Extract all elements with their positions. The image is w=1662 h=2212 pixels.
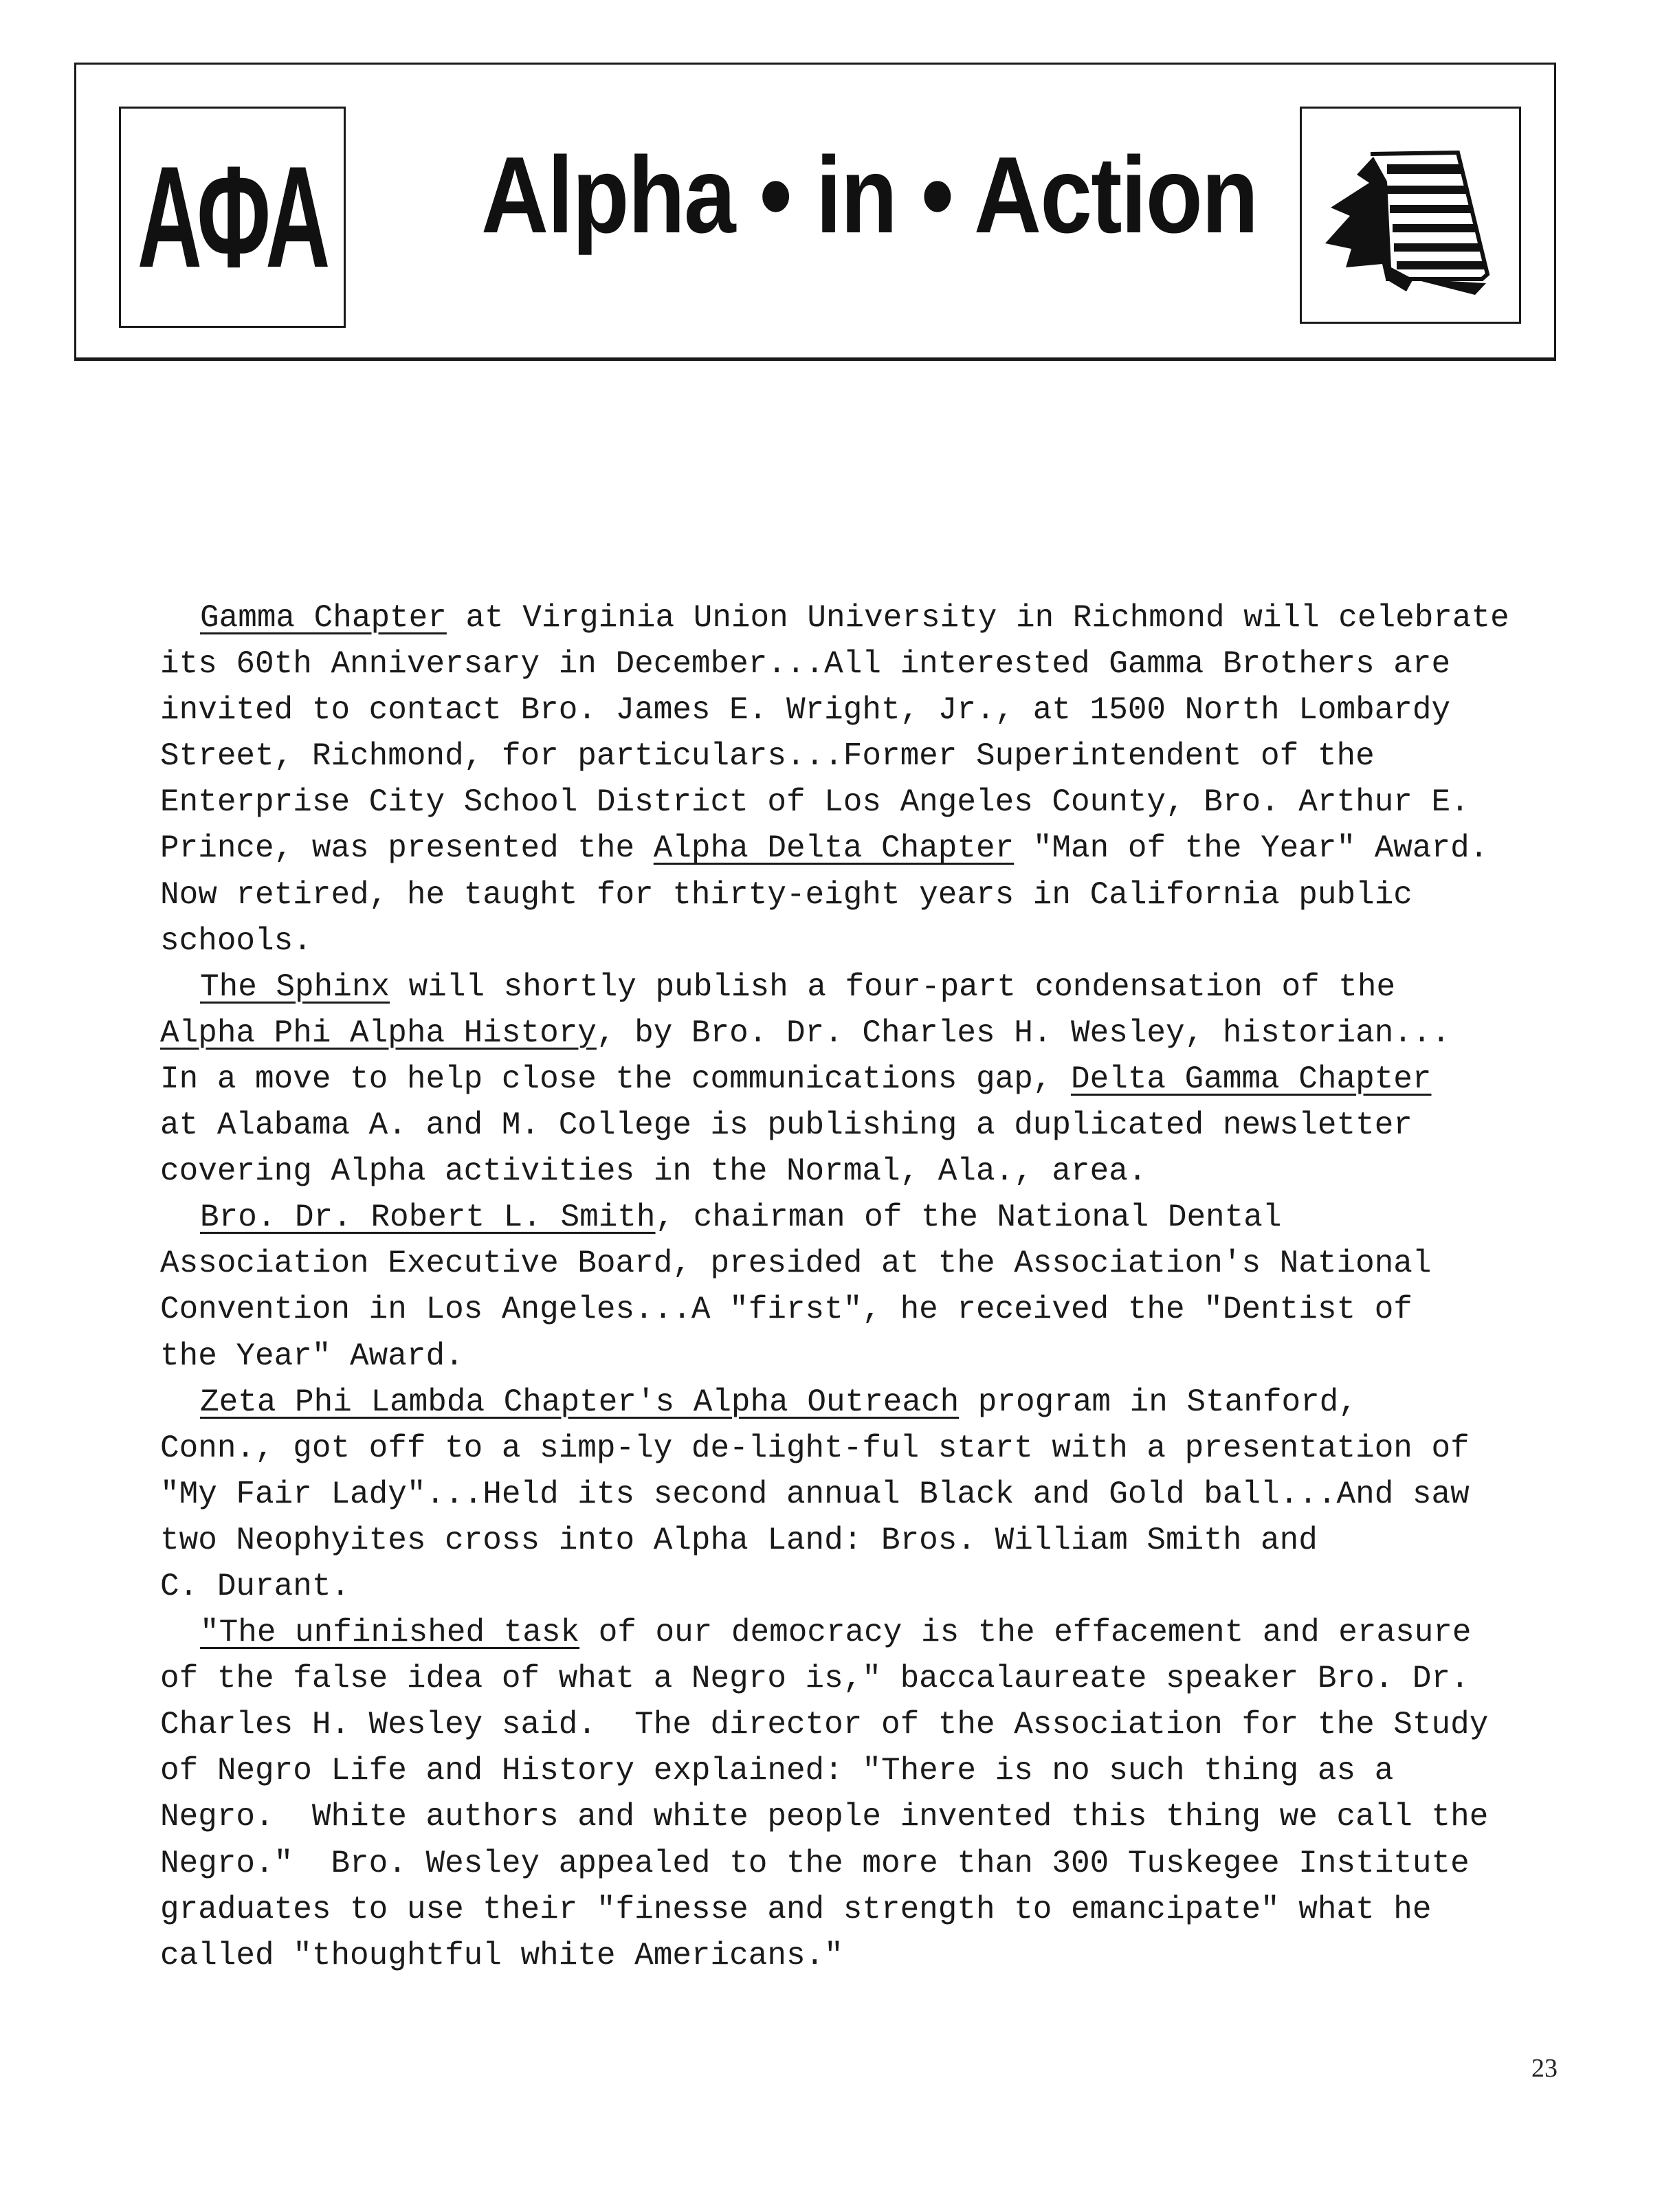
text-line <box>160 872 1535 918</box>
sphinx-head-icon <box>1310 126 1516 312</box>
text-line <box>160 687 1535 733</box>
text-run: of Negro Life and History explained: "There is no such thing as a <box>160 1753 1394 1789</box>
text-run: graduates to use their "finesse and strength to emancipate" what he <box>160 1891 1432 1927</box>
sphinx-logo-box <box>1300 107 1521 324</box>
text-run: , by Bro. Dr. Charles H. Wesley, historian... <box>596 1015 1451 1051</box>
underlined-name: Zeta Phi Lambda Chapter's Alpha Outreach <box>200 1384 960 1420</box>
text-line <box>160 1933 1535 1979</box>
text-line <box>160 918 1535 964</box>
greek-letters-logo: ΑΦΑ <box>137 136 328 298</box>
text-line <box>160 1610 1535 1656</box>
text-run: program in Stanford, <box>959 1384 1358 1420</box>
text-run: Association Executive Board, presided at the Association's National <box>160 1246 1432 1282</box>
text-line <box>160 1887 1535 1933</box>
text-run: Charles H. Wesley said. The director of the Association for the Study <box>160 1707 1489 1743</box>
underlined-name: Alpha Delta Chapter <box>653 830 1015 867</box>
page-number: 23 <box>1531 2054 1558 2083</box>
text-run: C. Durant. <box>160 1568 351 1604</box>
text-run: Conn., got off to a simp-ly de-light-ful start with a presentation of <box>160 1430 1470 1466</box>
text-run: at Virginia Union University in Richmond will celebrate <box>446 600 1509 636</box>
text-line <box>160 964 1535 1010</box>
underlined-name: Delta Gamma Chapter <box>1071 1061 1432 1097</box>
underlined-name: Alpha Phi Alpha History <box>160 1015 597 1051</box>
text-run: schools. <box>160 922 312 959</box>
text-run: its 60th Anniversary in December...All interested Gamma Brothers are <box>160 646 1451 683</box>
text-line <box>160 1103 1535 1149</box>
text-line <box>160 1010 1535 1057</box>
text-line <box>160 779 1535 826</box>
underlined-name: The Sphinx <box>200 969 390 1005</box>
greek-letters-box <box>119 107 346 328</box>
text-line <box>160 1794 1535 1840</box>
text-line <box>160 1241 1535 1287</box>
text-run: at Alabama A. and M. College is publishing a duplicated newsletter <box>160 1107 1412 1144</box>
text-run: of the false idea of what a Negro is," baccalaureate speaker Bro. Dr. <box>160 1661 1470 1697</box>
text-run: of our democracy is the effacement and erasure <box>579 1615 1472 1651</box>
text-line <box>160 826 1535 872</box>
text-run: Convention in Los Angeles...A "first", he received the "Dentist of <box>160 1292 1412 1328</box>
underlined-name: Gamma Chapter <box>200 600 447 636</box>
text-line <box>160 1656 1535 1702</box>
text-line <box>160 1564 1535 1610</box>
page-title: Alpha • in • Action <box>481 135 1258 256</box>
text-run: Street, Richmond, for particulars...Former Superintendent of the <box>160 738 1375 775</box>
text-line <box>160 1472 1535 1518</box>
text-line <box>160 1841 1535 1887</box>
text-run: "Man of the Year" Award. <box>1014 830 1489 867</box>
text-run: "My Fair Lady"...Held its second annual Black and Gold ball...And saw <box>160 1476 1470 1512</box>
text-run: covering Alpha activities in the Normal, Ala., area. <box>160 1153 1147 1190</box>
text-line <box>160 1057 1535 1103</box>
text-run: Negro." Bro. Wesley appealed to the more than 300 Tuskegee Institute <box>160 1845 1470 1881</box>
text-run: will shortly publish a four-part condensation of the <box>390 969 1396 1005</box>
text-run: , chairman of the National Dental <box>655 1199 1282 1236</box>
text-run: Negro. White authors and white people invented this thing we call the <box>160 1799 1489 1835</box>
text-run: two Neophyites cross into Alpha Land: Bros. William Smith and <box>160 1522 1318 1558</box>
text-run: Now retired, he taught for thirty-eight years in California public <box>160 876 1412 913</box>
text-line <box>160 641 1535 687</box>
underlined-name: "The unfinished task <box>200 1615 580 1651</box>
text-line <box>160 1149 1535 1195</box>
text-line <box>160 1702 1535 1748</box>
text-line <box>160 1380 1535 1426</box>
text-run: Enterprise City School District of Los Angeles County, Bro. Arthur E. <box>160 784 1470 821</box>
text-line <box>160 1748 1535 1794</box>
text-line <box>160 595 1535 641</box>
text-run: invited to contact Bro. James E. Wright, Jr., at 1500 North Lombardy <box>160 692 1451 729</box>
text-line <box>160 733 1535 779</box>
text-line <box>160 1334 1535 1380</box>
text-run: Prince, was presented the <box>160 830 654 867</box>
underlined-name: Bro. Dr. Robert L. Smith <box>200 1199 656 1236</box>
text-line <box>160 1426 1535 1472</box>
text-run: called "thoughtful white Americans." <box>160 1937 843 1973</box>
article-body <box>160 595 1535 1979</box>
text-line <box>160 1518 1535 1564</box>
text-line <box>160 1287 1535 1333</box>
text-line <box>160 1195 1535 1241</box>
text-run: the Year" Award. <box>160 1338 464 1374</box>
text-run: In a move to help close the communications gap, <box>160 1061 1072 1097</box>
